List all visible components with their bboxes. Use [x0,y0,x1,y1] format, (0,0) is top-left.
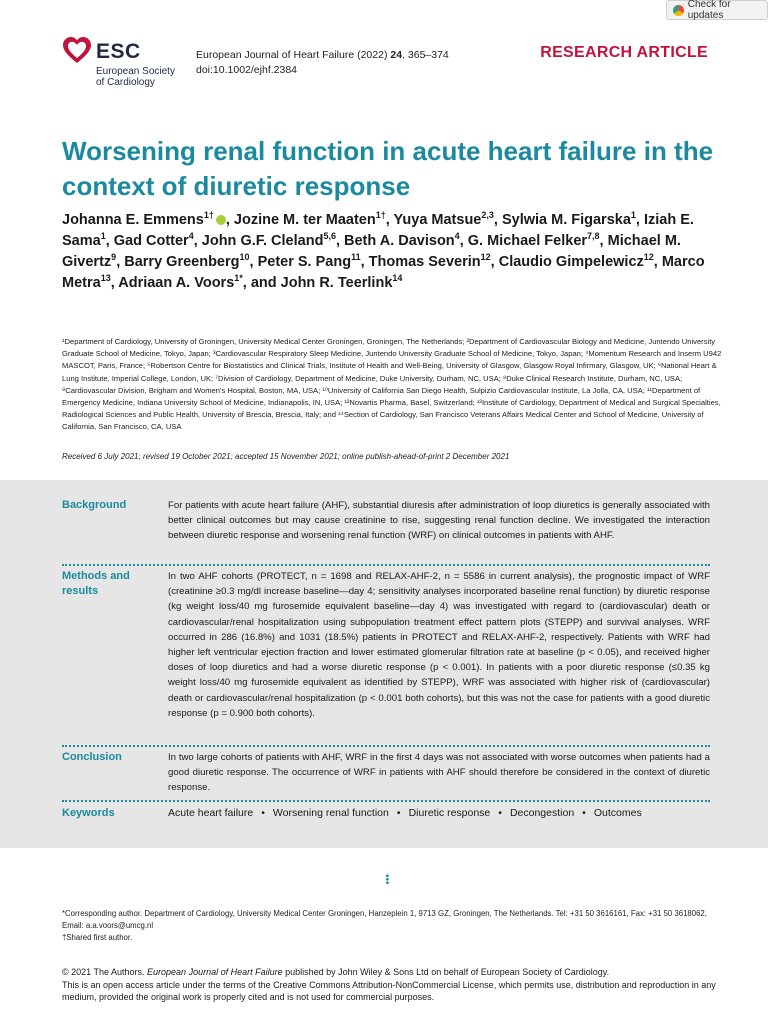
section-divider [62,564,710,566]
copyright-journal: European Journal of Heart Failure [147,967,283,977]
journal-volume: 24 [390,49,403,61]
author-name[interactable]: Gad Cotter$^4$ [113,231,194,249]
author-name[interactable]: Barry Greenberg$^{10}$ [124,252,250,270]
check-for-updates-button[interactable] [666,0,768,20]
received-dates: Received 6 July 2021; revised 19 October 2021; accepted 15 November 2021; online publish-ahead-of-print 2 December 2021 [62,452,510,461]
abstract [0,480,768,848]
author-affiliation-marker: 1† [375,210,386,221]
logo-subtitle-line1: European Society [96,66,175,77]
author-separator: , [249,254,258,270]
author-separator: , [599,233,608,249]
author-affiliation-marker: 4 [188,231,194,242]
author-affiliation-marker: 12 [643,252,654,263]
author-name[interactable]: John G.F. Cleland$^{5,6}$ [201,231,336,249]
copyright [62,966,722,1004]
keyword-bullet: • [582,807,586,819]
author-affiliation-marker: 4 [454,231,460,242]
author-separator: , [110,275,119,291]
keyword: Acute heart failure [168,807,254,819]
author-affiliation-marker: 7,8 [587,231,600,242]
author-name[interactable]: Michael M. Givertz$^9$ [62,233,681,270]
author-name[interactable]: Thomas Severin$^{12}$ [368,252,491,270]
author-name[interactable]: Adriaan A. Voors$^{1*}$ [118,273,243,291]
author-affiliation-marker: 14 [392,273,403,284]
keyword: Decongestion [509,807,575,819]
author-affiliation-marker: 1 [100,231,106,242]
keyword: Worsening renal function [272,807,389,819]
background-label: Background [62,499,127,511]
author-separator: , and [242,275,281,291]
author-separator: , [105,233,114,249]
journal-doi[interactable]: doi:10.1002/ejhf.2384 [196,64,298,76]
background-text: For patients with acute heart failure (AHF), substantial diuresis after administration of loop diuretics is generally associated with better clinical outcomes but may cause creatinine to rise, suggesting renal function decline. We investigated the interaction between diuretic response and worsening renal function (WRF) on clinical outcomes in patients with AHF. [168,500,710,542]
esc-logo [62,36,192,94]
author-affiliation-marker: 1* [234,273,243,284]
author-affiliation-marker: 9 [111,252,117,263]
logo-subtitle [96,66,175,88]
section-divider [62,800,710,802]
author-separator: , [335,233,345,249]
keyword-bullet: • [498,807,502,819]
author-affiliation-marker: 5,6 [323,231,336,242]
article-type: RESEARCH ARTICLE [540,44,708,61]
author-affiliation-marker: 12 [480,252,491,263]
author-separator: , [225,212,234,228]
shared-first-author: †Shared first author. [62,933,133,942]
author-separator: , [490,254,499,270]
author-affiliation-marker: 11 [351,252,361,263]
author-separator: , [116,254,125,270]
section-dots: ••• [381,874,392,885]
keyword: Outcomes [593,807,642,819]
author-name[interactable]: Peter S. Pang$^{11}$ [257,252,361,270]
orcid-icon[interactable] [216,215,226,225]
author-name[interactable]: Yuya Matsue$^{2,3}$ [393,210,494,228]
author-affiliation-marker: 10 [239,252,250,263]
section-divider [62,745,710,747]
author-name[interactable]: Iziah E. Sama$^1$ [62,212,694,249]
author-name[interactable]: Beth A. Davison$^4$ [344,231,460,249]
article-title: Worsening renal function in acute heart failure in the context of diuretic response [62,136,714,201]
author-affiliation-marker: 1 [630,210,636,221]
logo-text: ESC [96,40,141,63]
author-name[interactable]: Jozine M. ter Maaten$^{1\dagger}$ [233,210,386,228]
author-name[interactable]: Sylwia M. Figarska$^1$ [501,210,636,228]
keywords-label: Keywords [62,807,115,819]
author-separator: , [493,212,502,228]
author-name[interactable]: G. Michael Felker$^{7,8}$ [467,231,600,249]
author-affiliation-marker: 1† [203,210,214,221]
author-separator: , [635,212,644,228]
conclusion-label: Conclusion [62,751,122,763]
author-affiliation-marker: 2,3 [481,210,494,221]
heart-logo-icon [62,36,92,66]
author-name[interactable]: Marco Metra$^{13}$ [62,254,705,291]
logo-subtitle-line2: of Cardiology [96,77,155,88]
author-separator: , [653,254,662,270]
keyword-bullet: • [396,807,401,819]
journal-citation [196,48,449,78]
author-name[interactable]: Claudio Gimpelewicz$^{12}$ [498,252,654,270]
journal-name: European Journal of Heart Failure (2022) [196,49,388,61]
author-list [62,210,722,294]
crossmark-icon [673,5,684,16]
methods-label: Methods and results [62,570,130,597]
author-name[interactable]: John R. Teerlink$^{14}$ [280,273,403,291]
author-affiliation-marker: 13 [100,273,111,284]
corresponding-author: *Corresponding author. Department of Cardiology, University Medical Center Groningen, Hanzeplein 1, 9713 GZ, Groningen, The Netherlands. Tel: +31 50 3616161, Fax: +31 50 3618062, Email: a.a.voors@umcg.nl [62,909,707,930]
keywords-list [168,806,710,821]
conclusion-text: In two large cohorts of patients with AHF, WRF in the first 4 days was not associated with worse outcomes when patients had a good diuretic response. The occurrence of WRF in patients with AHF should therefore be considered in the context of diuretic response. [168,752,710,794]
check-for-updates-label: Check for updates [687,0,731,21]
methods-text: In two AHF cohorts (PROTECT, n = 1698 and RELAX-AHF-2, n = 5586 in current analysis), the prognostic impact of WRF (creatinine ≥0.3 mg/dl increase baseline—day 4; sensitivity analyses incorporated baseline renal function) by diuretic response (kg weight loss/40 mg furosemide equivalent baseline—day 4) was investigated with regard to (cardiovascular) death or cardiovascular/renal hospitalization using subpopulation treatment effect pattern plots (STEPP) and survival analyses. WRF occurred in 286 (16.8%) and 1031 (18.5%) patients in PROTECT and RELAX-AHF-2, respectively. Patients with WRF had higher left ventricular ejection fraction and lower estimated glomerular filtration rate at baseline (p < 0.05), and received higher doses of loop diuretics and had a worse diuretic response (p < 0.001). In patients with a poor diuretic response (≤0.35 kg weight loss/40 mg furosemide equivalent as identified by STEPP), WRF was associated with higher risk of (cardiovascular) death or cardiovascular/renal hospitalization (p < 0.001 both cohorts), but this was not the case for patients with a good diuretic response (p = 0.900 both cohorts). [168,571,710,719]
copyright-prefix: © 2021 The Authors. [62,967,148,977]
author-separator: , [360,254,369,270]
author-separator: , [385,212,394,228]
author-name[interactable]: Johanna E. Emmens$^{1\dagger}$ [62,212,226,228]
keyword: Diuretic response [408,807,491,819]
author-separator: , [193,233,202,249]
keyword-bullet: • [261,807,265,819]
affiliations: ¹Department of Cardiology, University of Groningen, University Medical Center Groningen, Groningen, The Netherlands; ²Department of Cardiovascular Biology and Medicine, Juntendo University Graduate School of Medicine, Tokyo, Japan; ³Cardiovascular Respiratory Sleep Medicine, Juntendo University Graduate School of Medicine, Tokyo, Japan; ⁴Momentum Research and Inserm U942 MASCOT, Paris, France; ⁵Robertson Centre for Biostatistics and Clinical Trials, Institute of Health and Well-Being, University of Glasgow, Glasgow Royal Infirmary, Glasgow, UK; ⁶National Heart & Lung Institute, Imperial College, London, UK; ⁷Division of Cardiology, Department of Medicine, Duke University, Durham, NC, USA; ⁸Duke Clinical Research Institute, Durham, NC, USA; ⁹Cardiovascular Division, Brigham and Women's Hospital, Boston, MA, USA; ¹⁰University of California San Diego Health, Sulpizio Cardiovascular Institute, La Jolla, CA, USA; ¹¹Department of Emergency Medicine, Indiana University School of Medicine, Indianapolis, IN, USA; ¹²Novartis Pharma, Basel, Switzerland; ¹³Institute of Cardiology, Department of Medical and Surgical Specialties, Radiological Sciences and Public Health, University of Brescia, Brescia, Italy; and ¹⁴Section of Cardiology, San Francisco Veterans Affairs Medical Center and School of Medicine, University of California, San Francisco, CA, USA [62,337,722,432]
license-text: This is an open access article under the terms of the Creative Commons Attribution-NonCommercial License, which permits use, distribution and reproduction in any medium, provided the original work is properly cited and is not used for commercial purposes. [62,979,716,1002]
footnotes [62,908,722,944]
copyright-publisher: published by John Wiley & Sons Ltd on behalf of European Society of Cardiology. [282,967,610,977]
journal-pages: , 365–374 [402,49,449,61]
author-separator: , [459,233,468,249]
